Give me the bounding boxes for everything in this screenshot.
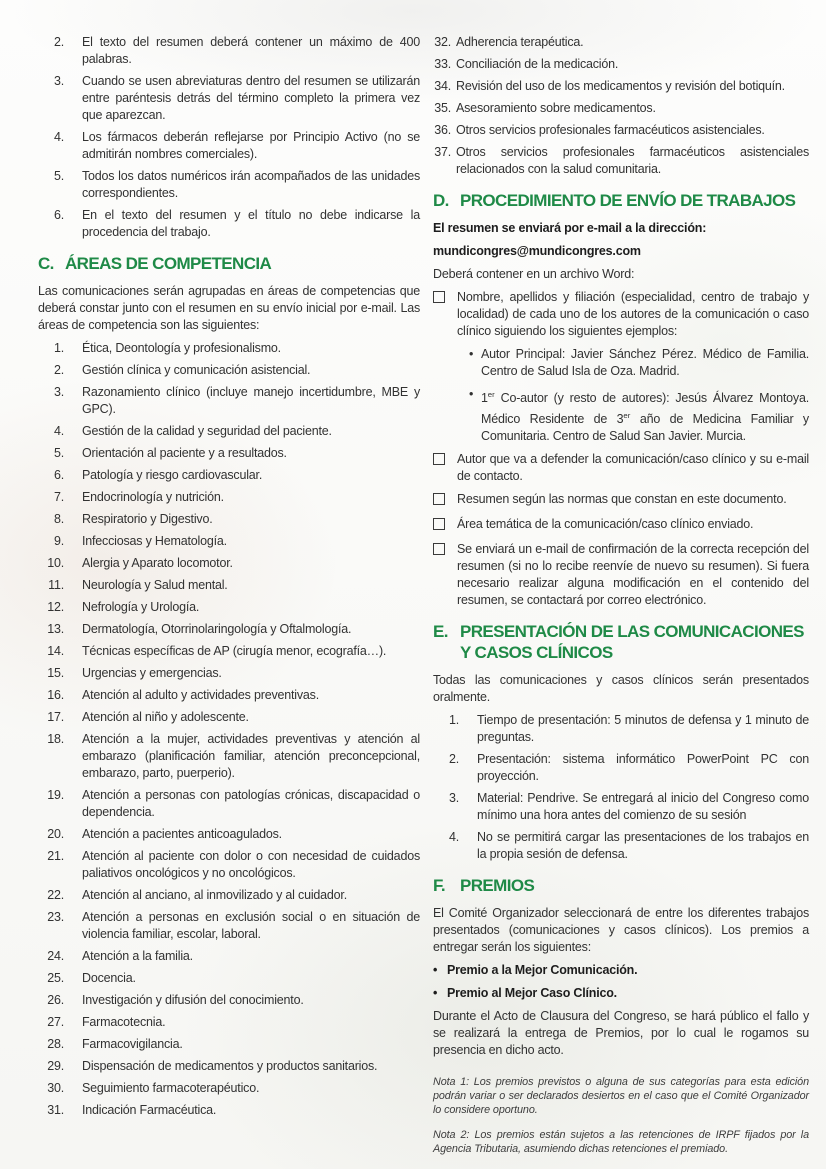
- submission-email: mundicongres@mundicongres.com: [433, 244, 641, 258]
- list-item: [433, 34, 809, 51]
- item-text: Investigación y difusión del conocimiento.: [82, 993, 304, 1007]
- checklist-text: Resumen según las normas que constan en este documento.: [457, 492, 787, 507]
- item-text: Urgencias y emergencias.: [82, 666, 222, 680]
- item-text: Gestión clínica y comunicación asistencial.: [82, 363, 311, 377]
- checklist-text-body: Nombre, apellidos y filiación (especialidad, centro de trabajo y localidad) de cada uno de los autores de la comunicación o caso clínico siguiendo los siguientes ejemplos:: [457, 290, 809, 338]
- list-item: [38, 1080, 420, 1097]
- section-letter: E.: [433, 622, 448, 642]
- item-number: 2.: [53, 363, 64, 377]
- checklist-text: Se enviará un e-mail de confirmación de la correcta recepción del resumen (si no lo recibe reenvíe de nuevo su resumen). Si fuera necesario realizar alguna modificación en el contenido del resumen, se contactará por correo electrónico.: [457, 542, 809, 608]
- list-item: [38, 992, 420, 1009]
- item-text: Atención a pacientes anticoagulados.: [82, 827, 282, 841]
- section-heading-e: [433, 621, 809, 663]
- list-item: [38, 909, 420, 943]
- item-number: 4.: [53, 424, 64, 438]
- list-item: [433, 56, 809, 73]
- item-number: 20.: [47, 827, 64, 841]
- section-letter: C.: [38, 254, 54, 273]
- item-text: Dispensación de medicamentos y productos sanitarios.: [82, 1059, 378, 1073]
- item-text: Patología y riesgo cardiovascular.: [82, 468, 263, 482]
- item-number: 12.: [47, 600, 64, 614]
- checklist-text: [457, 289, 809, 445]
- item-text: Endocrinología y nutrición.: [82, 490, 224, 504]
- item-text: Atención a personas en exclusión social o en situación de violencia familiar, escolar, laboral.: [82, 910, 420, 941]
- competence-areas-list-continued: [433, 34, 809, 178]
- send-instruction: El resumen se enviará por e-mail a la dirección:: [433, 221, 707, 235]
- general-rules-list: [38, 34, 420, 241]
- item-number: 1.: [53, 341, 64, 355]
- list-item: [38, 384, 420, 418]
- author-example-main: [469, 346, 809, 380]
- item-text: No se permitirá cargar las presentaciones de los trabajos en la propia sesión de defensa.: [477, 830, 809, 862]
- list-item: [38, 489, 420, 506]
- section-e-intro: Todas las comunicaciones y casos clínicos serán presentados oralmente.: [433, 673, 809, 705]
- list-item: [38, 687, 420, 704]
- checklist-text: Área temática de la comunicación/caso clínico enviado.: [457, 517, 754, 532]
- item-number: 32.: [434, 35, 451, 49]
- item-text: Seguimiento farmacoterapéutico.: [82, 1081, 260, 1095]
- list-item: [38, 34, 420, 68]
- item-number: 21.: [47, 849, 64, 863]
- checkbox-icon: [433, 451, 457, 485]
- list-item: [38, 362, 420, 379]
- section-title: PRESENTACIÓN DE LAS COMUNICACIONES Y CASOS CLÍNICOS: [460, 622, 804, 663]
- section-letter: D.: [433, 191, 449, 210]
- list-item: [38, 423, 420, 440]
- item-number: 4.: [53, 130, 64, 144]
- footnote: Nota 2: Los premios están sujetos a las retenciones de IRPF fijados por la Agencia Tributaria, asumiendo dichas retenciones el premiado.: [433, 1129, 809, 1156]
- item-text: Atención a personas con patologías crónicas, discapacidad o dependencia.: [82, 788, 420, 819]
- item-number: 10.: [47, 556, 64, 570]
- list-item: [38, 787, 420, 821]
- bullet-icon: •: [469, 387, 474, 401]
- bullet-icon: •: [469, 347, 474, 361]
- ordinal-superscript: er: [623, 411, 631, 421]
- list-item: [433, 829, 809, 863]
- left-column: [38, 34, 420, 1162]
- item-text: Gestión de la calidad y seguridad del paciente.: [82, 424, 332, 438]
- list-item: [38, 621, 420, 638]
- item-text: Dermatología, Otorrinolaringología y Oftalmología.: [82, 622, 352, 636]
- section-c-intro: Las comunicaciones serán agrupadas en áreas de competencias que deberá constar junto con el resumen en su envío inicial por e-mail. Las áreas de competencia son las siguientes:: [38, 284, 420, 332]
- list-item: [433, 122, 809, 139]
- list-item: [38, 340, 420, 357]
- item-number: 34.: [434, 79, 451, 93]
- section-heading-c: [38, 253, 420, 274]
- item-text: En el texto del resumen y el título no debe indicarse la procedencia del trabajo.: [82, 208, 420, 239]
- item-number: 3.: [53, 385, 64, 399]
- checkbox-icon: [433, 541, 457, 609]
- item-number: 2.: [448, 752, 459, 767]
- list-item: [38, 129, 420, 163]
- item-text: Otros servicios profesionales farmacéuticos asistenciales.: [456, 123, 765, 137]
- item-text: Revisión del uso de los medicamentos y revisión del botiquín.: [456, 79, 785, 93]
- item-text: Adherencia terapéutica.: [456, 35, 584, 49]
- list-item: [38, 599, 420, 616]
- list-item: [38, 445, 420, 462]
- list-item: [38, 709, 420, 726]
- item-text: Los fármacos deberán reflejarse por Principio Activo (no se admitirán nombres comerciales).: [82, 130, 420, 161]
- list-item: [38, 826, 420, 843]
- item-text: Todos los datos numéricos irán acompañados de las unidades correspondientes.: [82, 169, 420, 200]
- item-number: 3.: [448, 791, 459, 806]
- list-item: [38, 665, 420, 682]
- list-item: [38, 168, 420, 202]
- ordinal-superscript: er: [487, 390, 495, 399]
- item-text: Farmacovigilancia.: [82, 1037, 183, 1051]
- footnote: Nota 1: Los premios previstos o alguna de sus categorías para esta edición podrán variar o ser declarados desiertos en el caso que el Comité Organizador lo considere oportuno.: [433, 1076, 809, 1117]
- section-letter: F.: [433, 876, 446, 896]
- item-number: 31.: [47, 1103, 64, 1117]
- checklist-item-resumen: [433, 491, 809, 510]
- list-item: [433, 751, 809, 785]
- item-number: 4.: [448, 830, 459, 845]
- item-text: Cuando se usen abreviaturas dentro del resumen se utilizarán entre paréntesis detrás del término completo la primera vez que aparezcan.: [82, 74, 420, 122]
- prize-item: [433, 985, 809, 1002]
- list-item: [38, 555, 420, 572]
- presentation-rules-list: [433, 712, 809, 863]
- section-heading-f: [433, 875, 809, 896]
- section-heading-d: [433, 190, 809, 211]
- list-item: [38, 1058, 420, 1075]
- checkbox-icon: [433, 491, 457, 510]
- item-number: 24.: [47, 949, 64, 963]
- item-number: 37.: [434, 145, 451, 159]
- bullet-icon: •: [433, 963, 438, 978]
- item-text: Nefrología y Urología.: [82, 600, 200, 614]
- checklist-item-confirmacion: [433, 541, 809, 609]
- item-number: 18.: [47, 732, 64, 746]
- item-text: Orientación al paciente y a resultados.: [82, 446, 287, 460]
- item-number: 23.: [47, 910, 64, 924]
- list-item: [38, 731, 420, 782]
- item-text: Presentación: sistema informático PowerPoint PC con proyección.: [477, 752, 809, 784]
- item-number: 3.: [53, 74, 64, 88]
- section-f-closing: Durante el Acto de Clausura del Congreso, se hará público el fallo y se realizará la entrega de Premios, por lo cual le rogamos su presencia en dicho acto.: [433, 1009, 809, 1058]
- list-item: [38, 533, 420, 550]
- list-item: [38, 887, 420, 904]
- item-text: Tiempo de presentación: 5 minutos de defensa y 1 minuto de preguntas.: [477, 713, 809, 745]
- item-number: 11.: [48, 578, 64, 592]
- prize-text: Premio al Mejor Caso Clínico.: [447, 986, 617, 1001]
- section-title: PREMIOS: [460, 876, 535, 896]
- item-number: 6.: [53, 468, 64, 482]
- example-text: 1er Co-autor (y resto de autores): Jesús Álvarez Montoya. Médico Residente de 3er año de Medicina Familiar y Comunitaria. Centro de Salud San Javier. Murcia.: [481, 390, 809, 444]
- item-text: Infecciosas y Hematología.: [82, 534, 227, 548]
- item-text: Atención a la familia.: [82, 949, 193, 963]
- item-text: Conciliación de la medicación.: [456, 57, 619, 71]
- item-number: 25.: [47, 971, 64, 985]
- item-text: Farmacotecnia.: [82, 1015, 166, 1029]
- list-item: [38, 970, 420, 987]
- checkbox-icon: [433, 289, 457, 445]
- example-text: Autor Principal: Javier Sánchez Pérez. Médico de Familia. Centro de Salud Isla de Oza. Madrid.: [481, 347, 809, 378]
- item-text: Ética, Deontología y profesionalismo.: [82, 341, 281, 355]
- item-text: Asesoramiento sobre medicamentos.: [456, 101, 656, 115]
- item-number: 13.: [47, 622, 64, 636]
- prize-item: [433, 962, 809, 979]
- checklist-text: Autor que va a defender la comunicación/caso clínico y su e-mail de contacto.: [457, 452, 809, 484]
- item-text: Docencia.: [82, 971, 136, 985]
- item-text: Técnicas específicas de AP (cirugía menor, ecografía…).: [82, 644, 387, 658]
- item-number: 9.: [53, 534, 64, 548]
- item-number: 35.: [434, 101, 451, 115]
- list-item: [38, 577, 420, 594]
- item-text: Alergia y Aparato locomotor.: [82, 556, 233, 570]
- item-number: 7.: [53, 490, 64, 504]
- prize-text: Premio a la Mejor Comunicación.: [447, 963, 638, 978]
- list-item: [38, 467, 420, 484]
- list-item: [433, 144, 809, 178]
- item-text: Respiratorio y Digestivo.: [82, 512, 213, 526]
- checklist-item-authors: [433, 289, 809, 445]
- item-text: Neurología y Salud mental.: [82, 578, 228, 592]
- item-number: 29.: [47, 1059, 64, 1073]
- list-item: [433, 790, 809, 824]
- checkbox-icon: [433, 516, 457, 535]
- item-number: 36.: [434, 123, 451, 137]
- word-file-instruction: Deberá contener en un archivo Word:: [433, 267, 635, 281]
- list-item: [433, 78, 809, 95]
- item-number: 15.: [47, 666, 64, 680]
- author-example-coauthor: [469, 386, 809, 445]
- item-text: Material: Pendrive. Se entregará al inicio del Congreso como mínimo una hora antes del comienzo de su sesión: [477, 791, 809, 823]
- item-number: 30.: [47, 1081, 64, 1095]
- list-item: [38, 948, 420, 965]
- competence-areas-list: [38, 340, 420, 1119]
- item-number: 6.: [53, 208, 64, 222]
- list-item: [38, 511, 420, 528]
- list-item: [433, 100, 809, 117]
- item-number: 27.: [47, 1015, 64, 1029]
- checklist-item-area: [433, 516, 809, 535]
- list-item: [38, 643, 420, 660]
- item-number: 19.: [47, 788, 64, 802]
- footnotes: [433, 1075, 809, 1156]
- list-item: [38, 207, 420, 241]
- item-number: 26.: [47, 993, 64, 1007]
- list-item: [38, 73, 420, 124]
- section-title: PROCEDIMIENTO DE ENVÍO DE TRABAJOS: [460, 191, 796, 210]
- item-text: Atención al anciano, al inmovilizado y al cuidador.: [82, 888, 347, 902]
- list-item: [38, 1102, 420, 1119]
- list-item: [433, 712, 809, 746]
- list-item: [38, 1014, 420, 1031]
- item-text: Razonamiento clínico (incluye manejo incertidumbre, MBE y GPC).: [82, 385, 420, 416]
- section-title: ÁREAS DE COMPETENCIA: [65, 254, 272, 273]
- item-number: 1.: [448, 713, 459, 728]
- item-text: Atención al paciente con dolor o con necesidad de cuidados paliativos oncológicos y no oncológicos.: [82, 849, 420, 880]
- item-number: 5.: [53, 169, 64, 183]
- section-f-intro: El Comité Organizador seleccionará de entre los diferentes trabajos presentados (comunicaciones y casos clínicos). Los premios a entregar serán los siguientes:: [433, 906, 809, 955]
- item-number: 14.: [47, 644, 64, 658]
- right-column: [433, 34, 809, 1162]
- item-number: 33.: [434, 57, 451, 71]
- item-text: Otros servicios profesionales farmacéuticos asistenciales relacionados con la salud comunitaria.: [456, 145, 809, 176]
- list-item: [38, 1036, 420, 1053]
- item-number: 28.: [47, 1037, 64, 1051]
- item-text: Atención a la mujer, actividades preventivas y atención al embarazo (planificación familiar, atención preconcepcional, embarazo, parto, puerperio).: [82, 732, 420, 780]
- item-number: 2.: [53, 35, 64, 49]
- list-item: [38, 848, 420, 882]
- prize-list: [433, 962, 809, 1002]
- item-number: 17.: [47, 710, 64, 724]
- item-number: 22.: [47, 888, 64, 902]
- item-text: Indicación Farmacéutica.: [82, 1103, 217, 1117]
- item-number: 16.: [47, 688, 64, 702]
- item-text: Atención al niño y adolescente.: [82, 710, 249, 724]
- checklist-item-defender: [433, 451, 809, 485]
- item-text: Atención al adulto y actividades preventivas.: [82, 688, 319, 702]
- item-number: 5.: [53, 446, 64, 460]
- bullet-icon: •: [433, 986, 438, 1001]
- item-text: El texto del resumen deberá contener un máximo de 400 palabras.: [82, 35, 420, 66]
- item-number: 8.: [53, 512, 64, 526]
